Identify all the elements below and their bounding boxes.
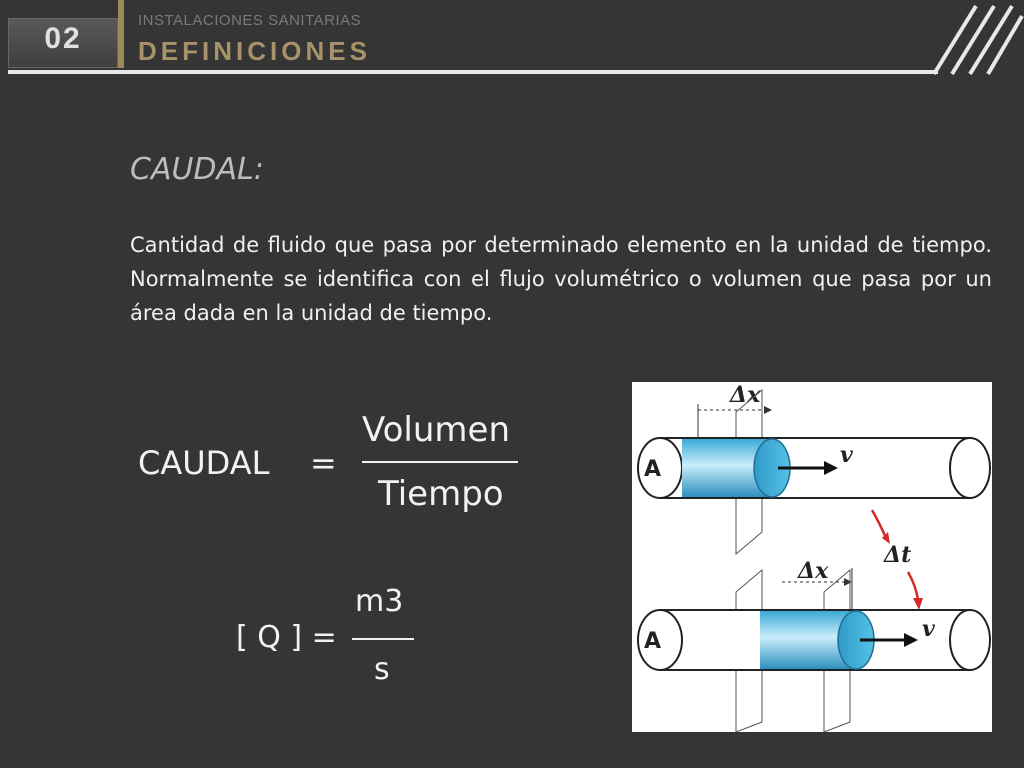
pipe-top [638, 382, 990, 554]
formula-caudal-equals: = [310, 444, 337, 482]
formula-units-fraction-bar [352, 638, 414, 640]
header-kicker: INSTALACIONES SANITARIAS [138, 12, 362, 29]
formula-caudal-numerator: Volumen [362, 410, 511, 450]
area-label-top: A [644, 457, 662, 482]
formula-caudal-lhs: CAUDAL [138, 444, 270, 482]
formula-units-numerator: m3 [355, 584, 404, 619]
header-accent-bar [118, 0, 124, 68]
flow-diagram-svg [632, 382, 992, 732]
delta-x-bottom-label: Δx [798, 558, 829, 584]
pipe-bottom [638, 558, 990, 732]
definition-paragraph: Cantidad de fluido que pasa por determinado elemento en la unidad de tiempo. Normalmente se identifica con el flujo volumétrico o volumen que pasa por un área dada en la unidad de tiempo. [130, 233, 992, 325]
formula-units-denominator: s [374, 652, 390, 687]
velocity-top-label: v [840, 442, 853, 468]
formula-units-lhs: [ Q ] = [236, 620, 337, 655]
velocity-bottom-label: v [922, 616, 935, 642]
section-title: DEFINICIONES [138, 36, 371, 66]
delta-t-arrows [872, 510, 923, 610]
area-label-bottom: A [644, 629, 662, 654]
section-number: 02 [44, 22, 82, 55]
decorative-slashes [930, 0, 1024, 76]
delta-t-label: Δt [884, 542, 912, 568]
delta-x-top-label: Δx [730, 382, 761, 408]
flow-diagram [632, 382, 992, 732]
page-title: CAUDAL: [130, 152, 264, 187]
formula-caudal-denominator: Tiempo [378, 474, 504, 514]
formula-caudal-fraction-bar [362, 461, 518, 463]
header-rule [8, 70, 938, 74]
